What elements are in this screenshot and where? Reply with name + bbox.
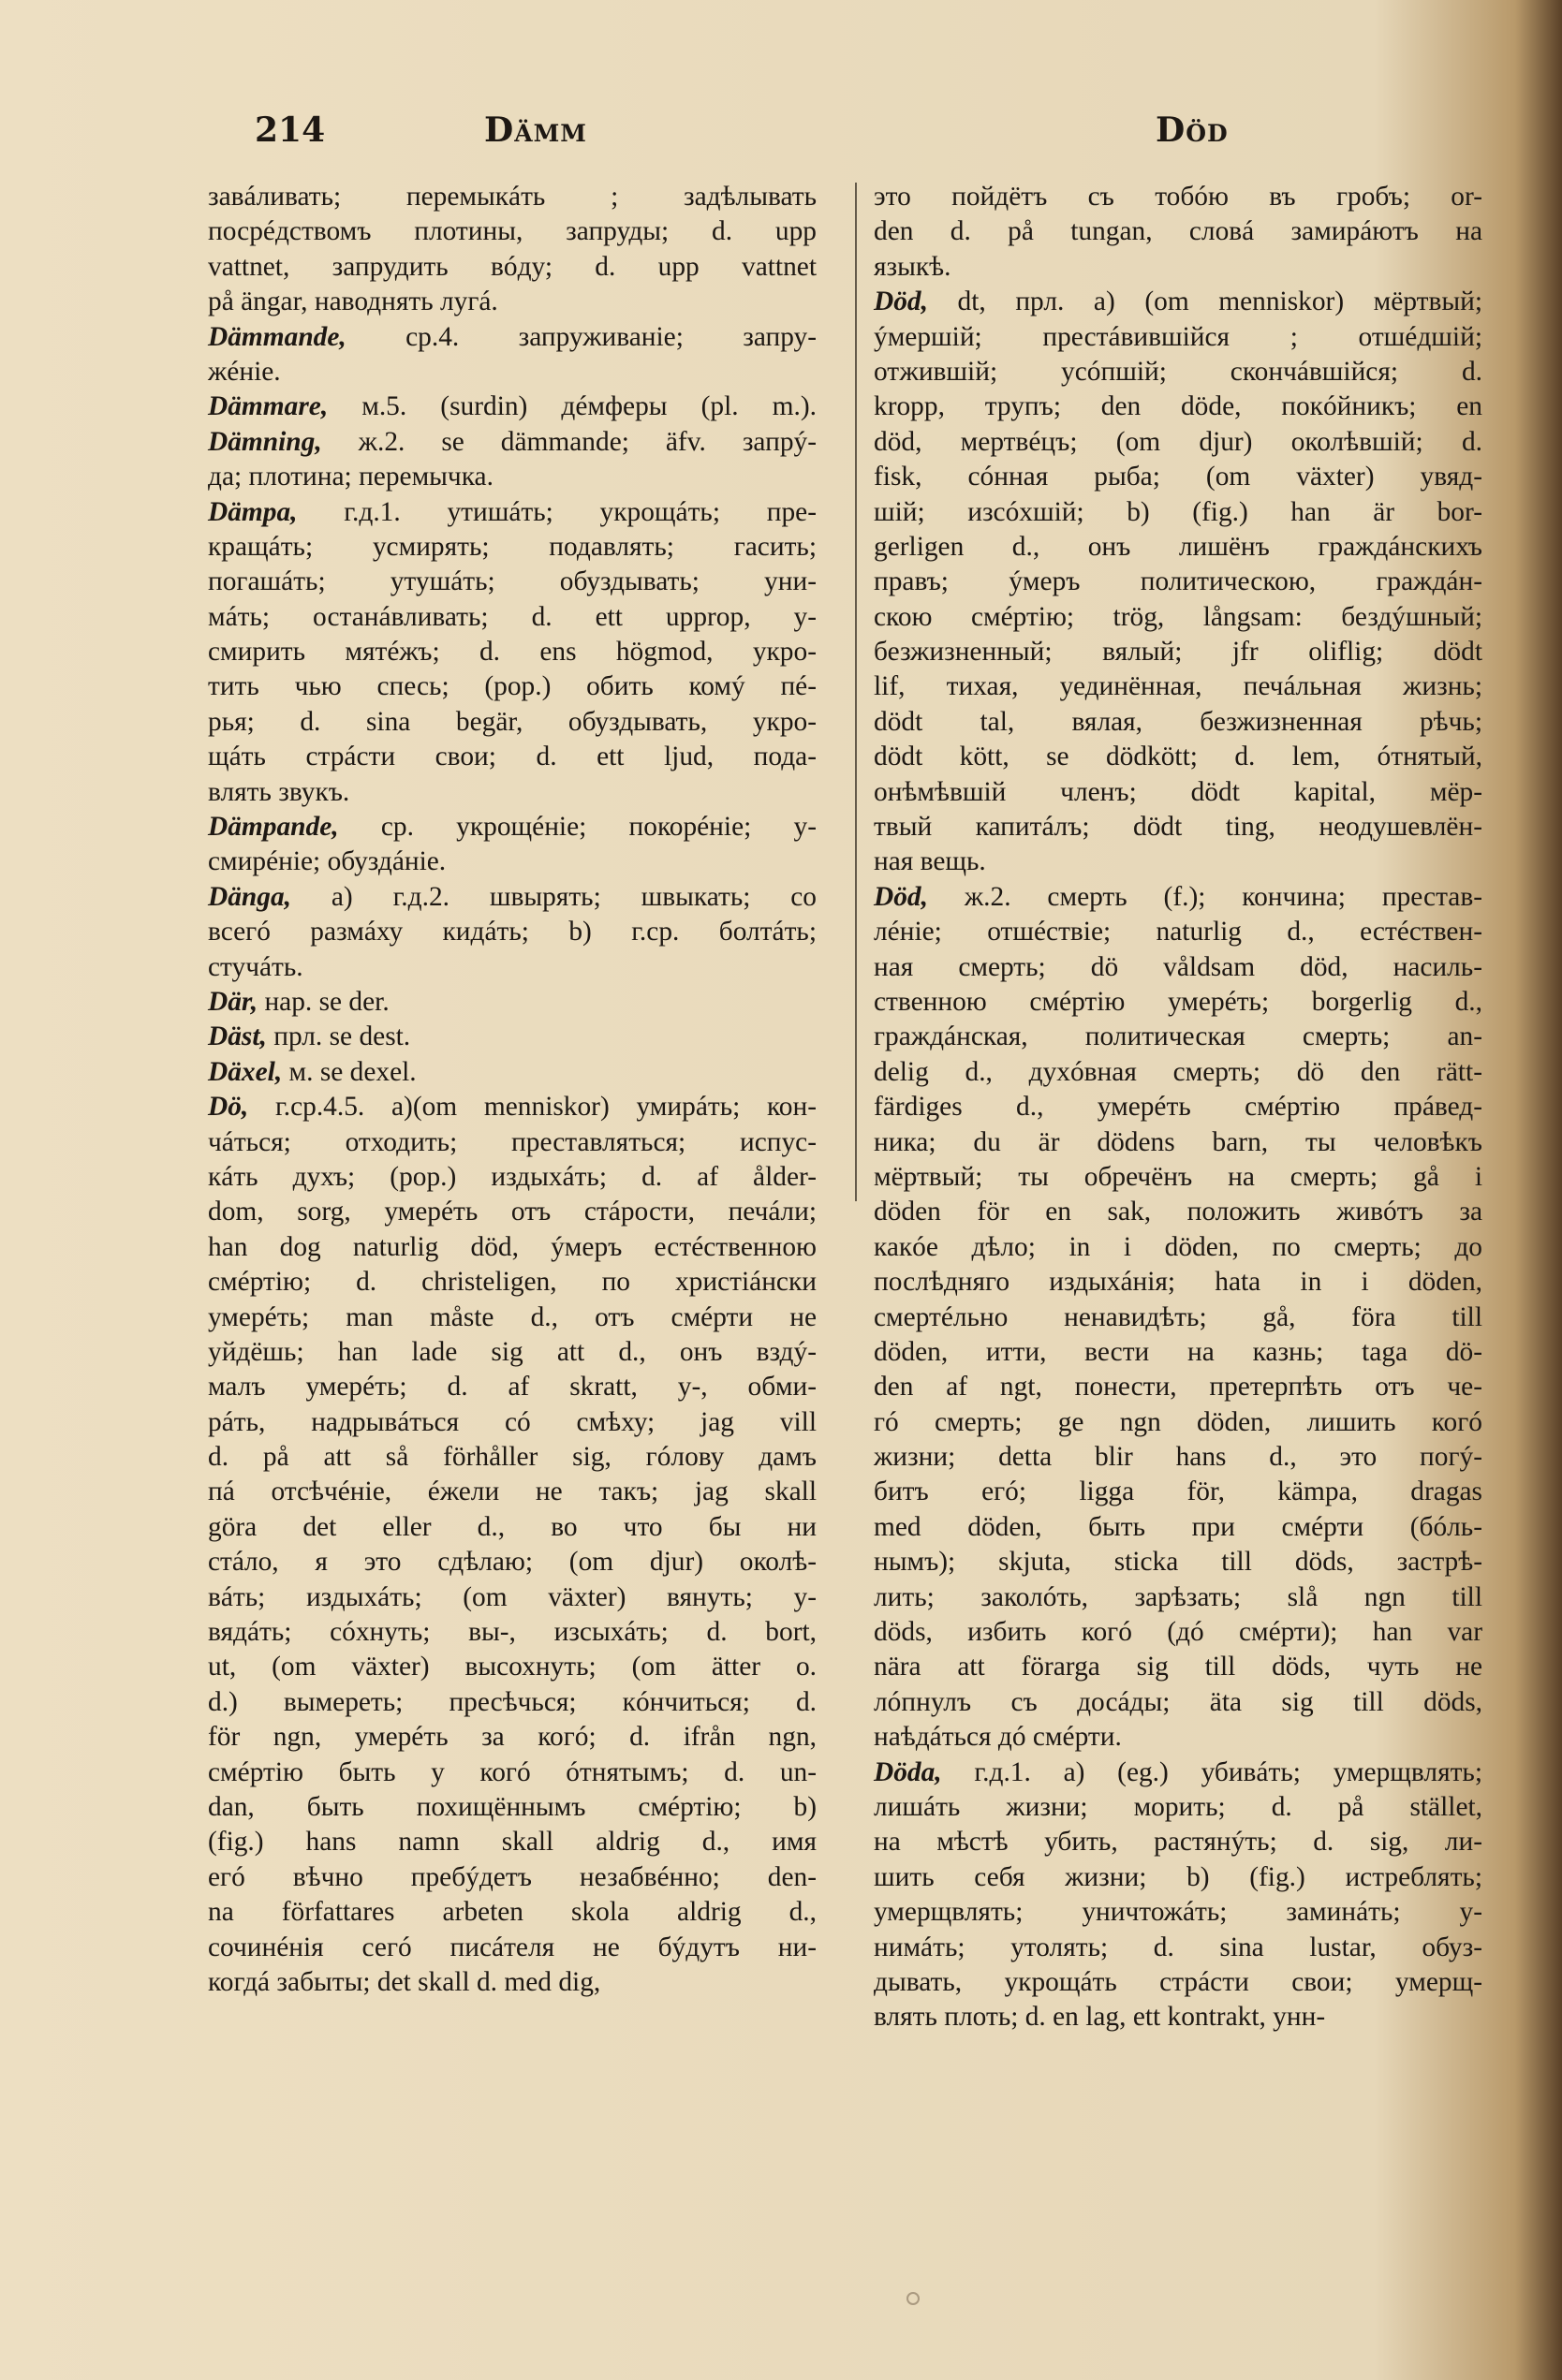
dictionary-line: färdiges d., умерéть смéртію прáвед- (874, 1092, 1482, 1123)
entry-text: dt, прл. a) (om menniskor) мёртвый; (927, 286, 1482, 317)
dictionary-line: битъ егó; ligga för, kämpa, dragas (874, 1476, 1482, 1507)
dictionary-line: жизни; detta blir hans d., это погý- (874, 1442, 1482, 1473)
dictionary-line: ut, (om växter) высохнуть; (om ätter o. (208, 1652, 817, 1682)
dictionary-line: död, мертвéцъ; (om djur) околѣвшій; d. (874, 426, 1482, 457)
headword: Död, (874, 286, 928, 317)
dictionary-line: наѣдáться дó смéрти. (874, 1722, 1122, 1753)
headword: Dämmare, (208, 391, 329, 422)
dictionary-line: безжизненный; вялый; jfr oliflig; dödt (874, 637, 1482, 668)
dictionary-line: кáть духъ; (рор.) издыхáть; d. af ålder- (208, 1161, 817, 1192)
dictionary-line: жéніе. (208, 356, 281, 387)
entry-text: м.5. (surdin) дéмферы (pl. m.). (328, 391, 817, 422)
dictionary-line: мёртвый; ты обречёнъ на смерть; gå i (874, 1161, 1482, 1192)
dictionary-line: fisk, сóнная рыба; (om växter) увяд- (874, 462, 1482, 492)
dictionary-line: граждáнская, политическая смерть; an- (874, 1021, 1482, 1052)
dictionary-line: шій; изсóхшій; b) (fig.) han är bor- (874, 496, 1482, 527)
dictionary-line: нимáть; утолять; d. sina lustar, обуз- (874, 1932, 1482, 1962)
entry-text: ср.4. запруживаніе; запру- (346, 321, 817, 352)
entry-text: a) г.д.2. швырять; швыкать; со (291, 881, 817, 912)
left-guide-word: Dämm (484, 110, 587, 150)
dictionary-line (208, 985, 817, 1020)
dictionary-line: na författares arbeten skola aldrig d., (208, 1897, 817, 1928)
dictionary-line: кращáть; усмирять; подавлять; гасить; (208, 531, 817, 562)
entry-text: г.ср.4.5. a)(om menniskor) умирáть; кон- (248, 1092, 817, 1123)
dictionary-line: стучáть. (208, 951, 303, 982)
dictionary-line: языкѣ. (874, 251, 951, 282)
headword: Däxel, (208, 1056, 283, 1087)
dictionary-line: смéртію; d. christeligen, по христiáнски (208, 1267, 817, 1298)
dictionary-line (208, 1020, 817, 1054)
dictionary-line: смирить мятéжъ; d. ens högmod, укро- (208, 637, 817, 668)
dictionary-line: смéртію быть у когó óтнятымъ; d. un- (208, 1756, 817, 1787)
entry-text: прл. se dest. (266, 1021, 411, 1052)
column-divider (855, 183, 857, 1201)
dictionary-line: умерщвлять; уничтожáть; заминáть; у- (874, 1897, 1482, 1928)
dictionary-line: döden, итти, вести на казнь; taga dö- (874, 1336, 1482, 1367)
dictionary-line: dödt tal, вялая, безжизненная рѣчь; (874, 706, 1482, 737)
dictionary-line: завáливать; перемыкáть ; задѣлывать (208, 182, 817, 212)
dictionary-line (208, 389, 817, 424)
entry-text: м. se dexel. (282, 1056, 417, 1087)
dictionary-line: нымъ); skjuta, sticka till döds, застрѣ- (874, 1547, 1482, 1578)
page-number: 214 (255, 110, 326, 150)
dictionary-line (874, 1756, 1482, 1790)
headword: Dämmande, (208, 321, 346, 352)
headword: Dämning, (208, 426, 322, 457)
dictionary-line: лóпнулъ съ досáды; äta sig till döds, (874, 1686, 1482, 1717)
headword: Där, (208, 986, 258, 1017)
dictionary-line: погашáть; утушáть; обуздывать; уни- (208, 566, 817, 597)
dictionary-line: онѣмѣвшій членъ; dödt kapital, мёр- (874, 776, 1482, 807)
dictionary-line (208, 425, 817, 460)
dictionary-line: den d. på tungan, словá замирáютъ на (874, 216, 1482, 247)
entry-text: ж.2. смерть (f.); кончина; престав- (927, 881, 1482, 912)
dictionary-line: döden för en sak, положить живóтъ за (874, 1197, 1482, 1227)
dictionary-line: lif, тихая, уединённая, печáльная жизнь; (874, 671, 1482, 702)
dictionary-line: ственною смéртію умерéть; borgerlig d., (874, 986, 1482, 1017)
running-header (255, 110, 1238, 167)
dictionary-line: егó вѣчно пребýдетъ незабвéнно; den- (208, 1861, 817, 1892)
dictionary-line: лéніе; отшéствіе; naturlig d., естéствен- (874, 917, 1482, 948)
dictionary-line: смирéніе; обуздáніе. (208, 846, 447, 877)
dictionary-line: твый капитáлъ; dödt ting, неодушевлён- (874, 812, 1482, 843)
dictionary-line: пá отсѣчéніе, éжели не такъ; jag skall (208, 1476, 817, 1507)
dictionary-line: сочинéнія сегó писáтеля не бýдутъ ни- (208, 1932, 817, 1962)
entry-text: г.д.1. a) (eg.) убивáть; умерщвлять; (941, 1756, 1482, 1787)
dictionary-line: gerligen d., онъ лишёнъ граждáнскихъ (874, 531, 1482, 562)
dictionary-line: гó смерть; ge ngn döden, лишить когó (874, 1406, 1482, 1437)
dictionary-line: когдá забыты; det skall d. med dig, (208, 1966, 601, 1997)
dictionary-line: влять звукъ. (208, 776, 350, 807)
dictionary-line: всегó размáху кидáть; b) г.ср. болтáть; (208, 917, 817, 948)
dictionary-line: ýмершій; престáвившійся ; отшéдшій; (874, 321, 1482, 352)
entry-text: г.д.1. утишáть; укрощáть; пре- (297, 496, 817, 527)
dictionary-line: vattnet, запрудить вóду; d. upp vattnet (208, 251, 817, 282)
dictionary-line: дывать, укрощáть стрáсти свои; умерщ- (874, 1966, 1482, 1997)
dictionary-line: kropp, трупъ; den döde, покóйникъ; en (874, 391, 1482, 422)
headword: Döda, (874, 1756, 942, 1787)
dictionary-line (208, 320, 817, 355)
dictionary-line: dödt kött, se dödkött; d. lem, óтнятый, (874, 742, 1482, 772)
dictionary-line: med döden, быть при смéрти (бóль- (874, 1511, 1482, 1542)
dictionary-line: отжившій; усóпшій; скончáвшійся; d. (874, 356, 1482, 387)
dictionary-line: стáло, я это сдѣлаю; (om djur) околѣ- (208, 1547, 817, 1578)
dictionary-line (874, 880, 1482, 915)
dictionary-line: послѣдняго издыхáнія; hata in i döden, (874, 1267, 1482, 1298)
entry-text: ж.2. se dämmande; äfv. запрý- (321, 426, 817, 457)
paper-speck (906, 2292, 920, 2305)
headword: Dämpande, (208, 812, 339, 843)
dictionary-line: på ängar, наводнять лугá. (208, 286, 498, 317)
dictionary-line: малъ умерéть; d. af skratt, у-, обми- (208, 1372, 817, 1403)
dictionary-line: тить чью спесь; (рор.) обить комý пé- (208, 671, 817, 702)
dictionary-line: лить; заколóть, зарѣзать; slå ngn till (874, 1581, 1482, 1612)
dictionary-line: щáть стрáсти свои; d. ett ljud, пода- (208, 742, 817, 772)
dictionary-line: вáть; издыхáть; (om växter) вянуть; у- (208, 1581, 817, 1612)
left-column (208, 180, 817, 2000)
dictionary-line: рáть, надрывáться сó смѣху; jag vill (208, 1406, 817, 1437)
dictionary-line (208, 1090, 817, 1124)
dictionary-line: dom, sorg, умерéть отъ стáрости, печáли; (208, 1197, 817, 1227)
right-column (874, 180, 1482, 2035)
dictionary-line: den af ngt, понести, претерпѣть отъ че- (874, 1372, 1482, 1403)
dictionary-line: умерéть; man måste d., отъ смéрти не (208, 1301, 817, 1332)
dictionary-line: вядáть; сóхнуть; вы-, изсыхáть; d. bort, (208, 1617, 817, 1648)
dictionary-line: nära att förarga sig till döds, чуть не (874, 1652, 1482, 1682)
dictionary-line: dan, быть похищённымъ смéртію; b) (208, 1791, 817, 1822)
dictionary-line (874, 285, 1482, 319)
dictionary-line: d. på att så förhåller sig, гóлову дамъ (208, 1442, 817, 1473)
headword: Dänga, (208, 881, 292, 912)
dictionary-line: скою смéртію; trög, långsam: бездýшный; (874, 601, 1482, 632)
dictionary-line: för ngn, умерéть за когó; d. ifrån ngn, (208, 1722, 817, 1753)
headword: Dö, (208, 1092, 249, 1123)
dictionary-line: ная смерть; dö våldsam död, насиль- (874, 951, 1482, 982)
dictionary-line: какóе дѣло; in i döden, по смерть; до (874, 1231, 1482, 1262)
dictionary-line: delig d., духóвная смерть; dö den rätt- (874, 1056, 1482, 1087)
dictionary-line: d.) вымереть; пресѣчься; кóнчиться; d. (208, 1686, 817, 1717)
headword: Dämpa, (208, 496, 298, 527)
dictionary-line: это пойдётъ съ тобóю въ гробъ; or- (874, 182, 1482, 212)
dictionary-line: шить себя жизни; b) (fig.) истреблять; (874, 1861, 1482, 1892)
right-guide-word: Död (1156, 110, 1229, 150)
dictionary-line: лишáть жизни; морить; d. på stället, (874, 1791, 1482, 1822)
dictionary-line: рья; d. sina begär, обуздывать, укро- (208, 706, 817, 737)
headword: Däst, (208, 1021, 267, 1052)
dictionary-line: ника; du är dödens barn, ты человѣкъ (874, 1126, 1482, 1157)
dictionary-line: ная вещь. (874, 846, 986, 877)
dictionary-line: han dog naturlig död, ýмеръ естéственною (208, 1231, 817, 1262)
dictionary-line: döds, избить когó (дó смéрти); han var (874, 1617, 1482, 1648)
entry-text: нар. se der. (258, 986, 390, 1017)
dictionary-line (208, 495, 817, 530)
dictionary-line: посрéдствомъ плотины, запруды; d. upp (208, 216, 817, 247)
dictionary-line: мáть; останáвливать; d. ett upprор, у- (208, 601, 817, 632)
dictionary-line: чáться; отходить; преставляться; испус- (208, 1126, 817, 1157)
dictionary-line: смертéльно ненавидѣть; gå, föra till (874, 1301, 1482, 1332)
dictionary-line: да; плотина; перемычка. (208, 462, 494, 492)
dictionary-line: влять плоть; d. en lag, ett kontrakt, унн- (874, 2002, 1326, 2033)
dictionary-line: правъ; ýмеръ политическою, граждáн- (874, 566, 1482, 597)
dictionary-line (208, 810, 817, 845)
dictionary-line: на мѣстѣ убить, растянýть; d. sig, ли- (874, 1827, 1482, 1858)
dictionary-line: (fig.) hans namn skall aldrig d., имя (208, 1827, 817, 1858)
entry-text: ср. укрощéніе; покорéніе; у- (338, 812, 817, 843)
dictionary-line: уйдёшь; han lade sig att d., онъ вздý- (208, 1336, 817, 1367)
dictionary-line (208, 1055, 817, 1090)
dictionary-line (208, 880, 817, 915)
headword: Död, (874, 881, 928, 912)
dictionary-line: göra det eller d., во что бы ни (208, 1511, 817, 1542)
